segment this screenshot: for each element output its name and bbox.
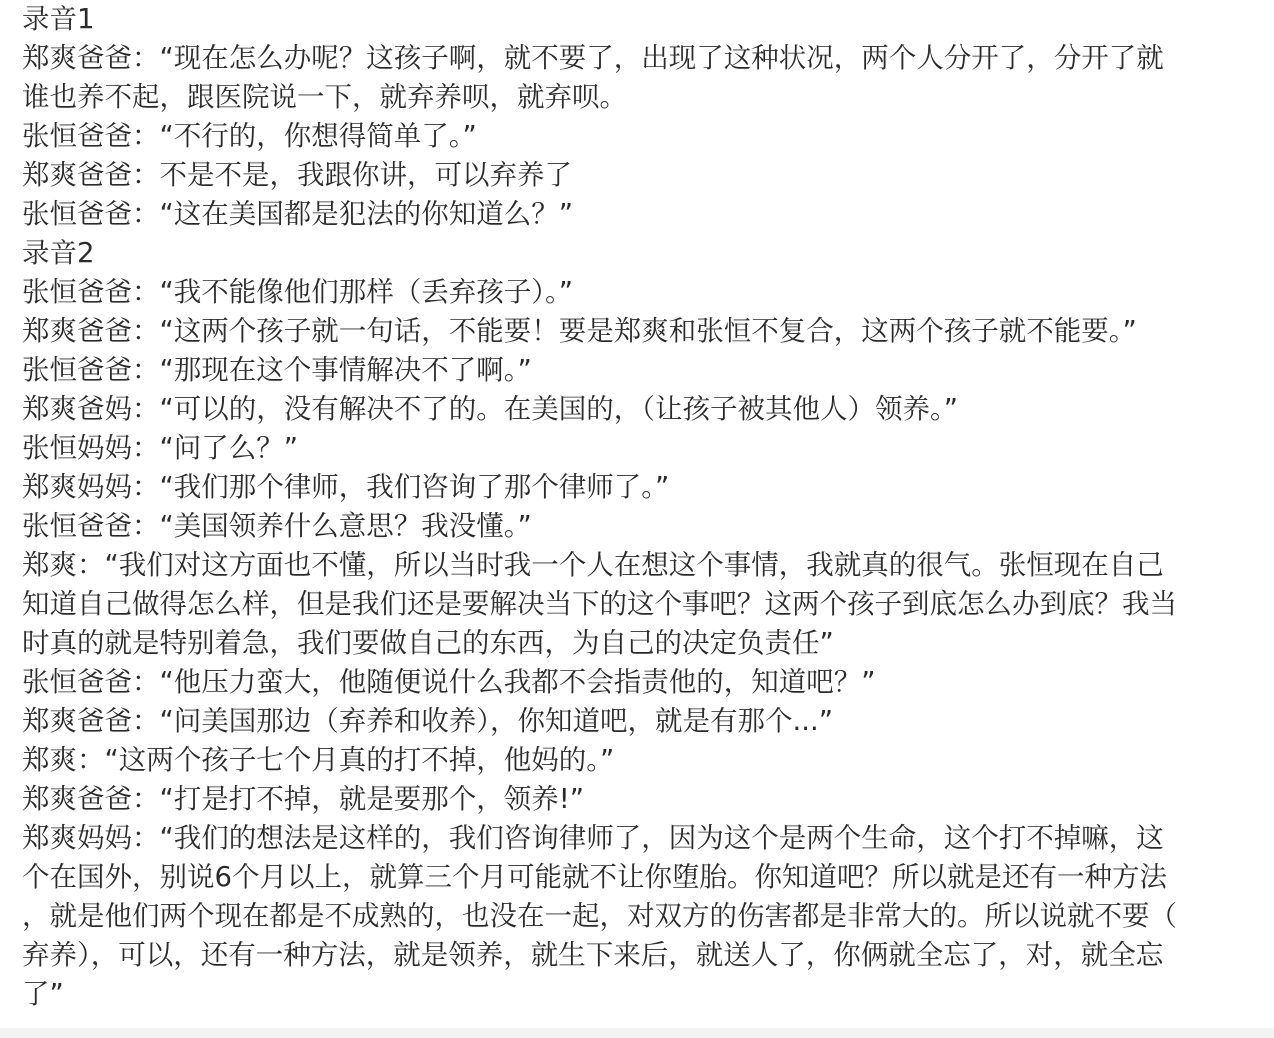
transcript-line: 时真的就是特别着急，我们要做自己的东西，为自己的决定负责任” xyxy=(22,627,834,659)
transcript-line: 张恒爸爸：“这在美国都是犯法的你知道么？” xyxy=(22,198,573,230)
transcript-line: 郑爽：“我们对这方面也不懂，所以当时我一个人在想这个事情，我就真的很气。张恒现在自己 xyxy=(22,549,1164,581)
transcript-line: 郑爽爸爸：“这两个孩子就一句话，不能要！要是郑爽和张恒不复合，这两个孩子就不能要。” xyxy=(22,315,1137,347)
section-heading-recording-1: 录音1 xyxy=(22,3,95,35)
transcript-line: 张恒妈妈：“问了么？” xyxy=(22,432,298,464)
transcript-line: 郑爽妈妈：“我们那个律师，我们咨询了那个律师了。” xyxy=(22,471,670,503)
transcript-line: 郑爽爸爸：“现在怎么办呢？这孩子啊，就不要了，出现了这种状况，两个人分开了，分开了就 xyxy=(22,42,1164,74)
transcript-line: 个在国外，别说6个月以上，就算三个月可能就不让你堕胎。你知道吧？所以就是还有一种方法 xyxy=(22,861,1167,893)
transcript-line: 张恒爸爸：“那现在这个事情解决不了啊。” xyxy=(22,354,532,386)
transcript-line: 张恒爸爸：“美国领养什么意思？我没懂。” xyxy=(22,510,532,542)
transcript-line: 郑爽：“这两个孩子七个月真的打不掉，他妈的。” xyxy=(22,744,615,776)
transcript-line: 郑爽爸妈：“可以的，没有解决不了的。在美国的，（让孩子被其他人）领养。” xyxy=(22,393,958,425)
transcript-line: 郑爽爸爸：不是不是，我跟你讲，可以弃养了 xyxy=(22,159,572,191)
transcript-line: 知道自己做得怎么样，但是我们还是要解决当下的这个事吧？这两个孩子到底怎么办到底？我当 xyxy=(22,588,1177,620)
transcript-line: ，就是他们两个现在都是不成熟的，也没在一起，对双方的伤害都是非常大的。所以说就不要（ xyxy=(22,900,1177,932)
transcript-line: 郑爽爸爸：“打是打不掉，就是要那个，领养!” xyxy=(22,783,585,815)
transcript-line: 谁也养不起，跟医院说一下，就弃养呗，就弃呗。 xyxy=(22,81,627,113)
transcript-line: 郑爽妈妈：“我们的想法是这样的，我们咨询律师了，因为这个是两个生命，这个打不掉嘛，这 xyxy=(22,822,1164,854)
transcript-line: 郑爽爸爸：“问美国那边（弃养和收养），你知道吧，就是有那个...” xyxy=(22,705,833,737)
transcript-line: 了” xyxy=(22,978,64,1010)
transcript-line: 张恒爸爸：“他压力蛮大，他随便说什么我都不会指责他的，知道吧？” xyxy=(22,666,876,698)
transcript-line: 张恒爸爸：“我不能像他们那样（丢弃孩子）。” xyxy=(22,276,573,308)
bottom-divider xyxy=(0,1028,1274,1038)
transcript-line: 弃养），可以，还有一种方法，就是领养，就生下来后，就送人了，你俩就全忘了，对，就全忘 xyxy=(22,939,1164,971)
section-heading-recording-2: 录音2 xyxy=(22,237,95,269)
transcript-document xyxy=(22,0,1262,1014)
transcript-line: 张恒爸爸：“不行的，你想得简单了。” xyxy=(22,120,477,152)
